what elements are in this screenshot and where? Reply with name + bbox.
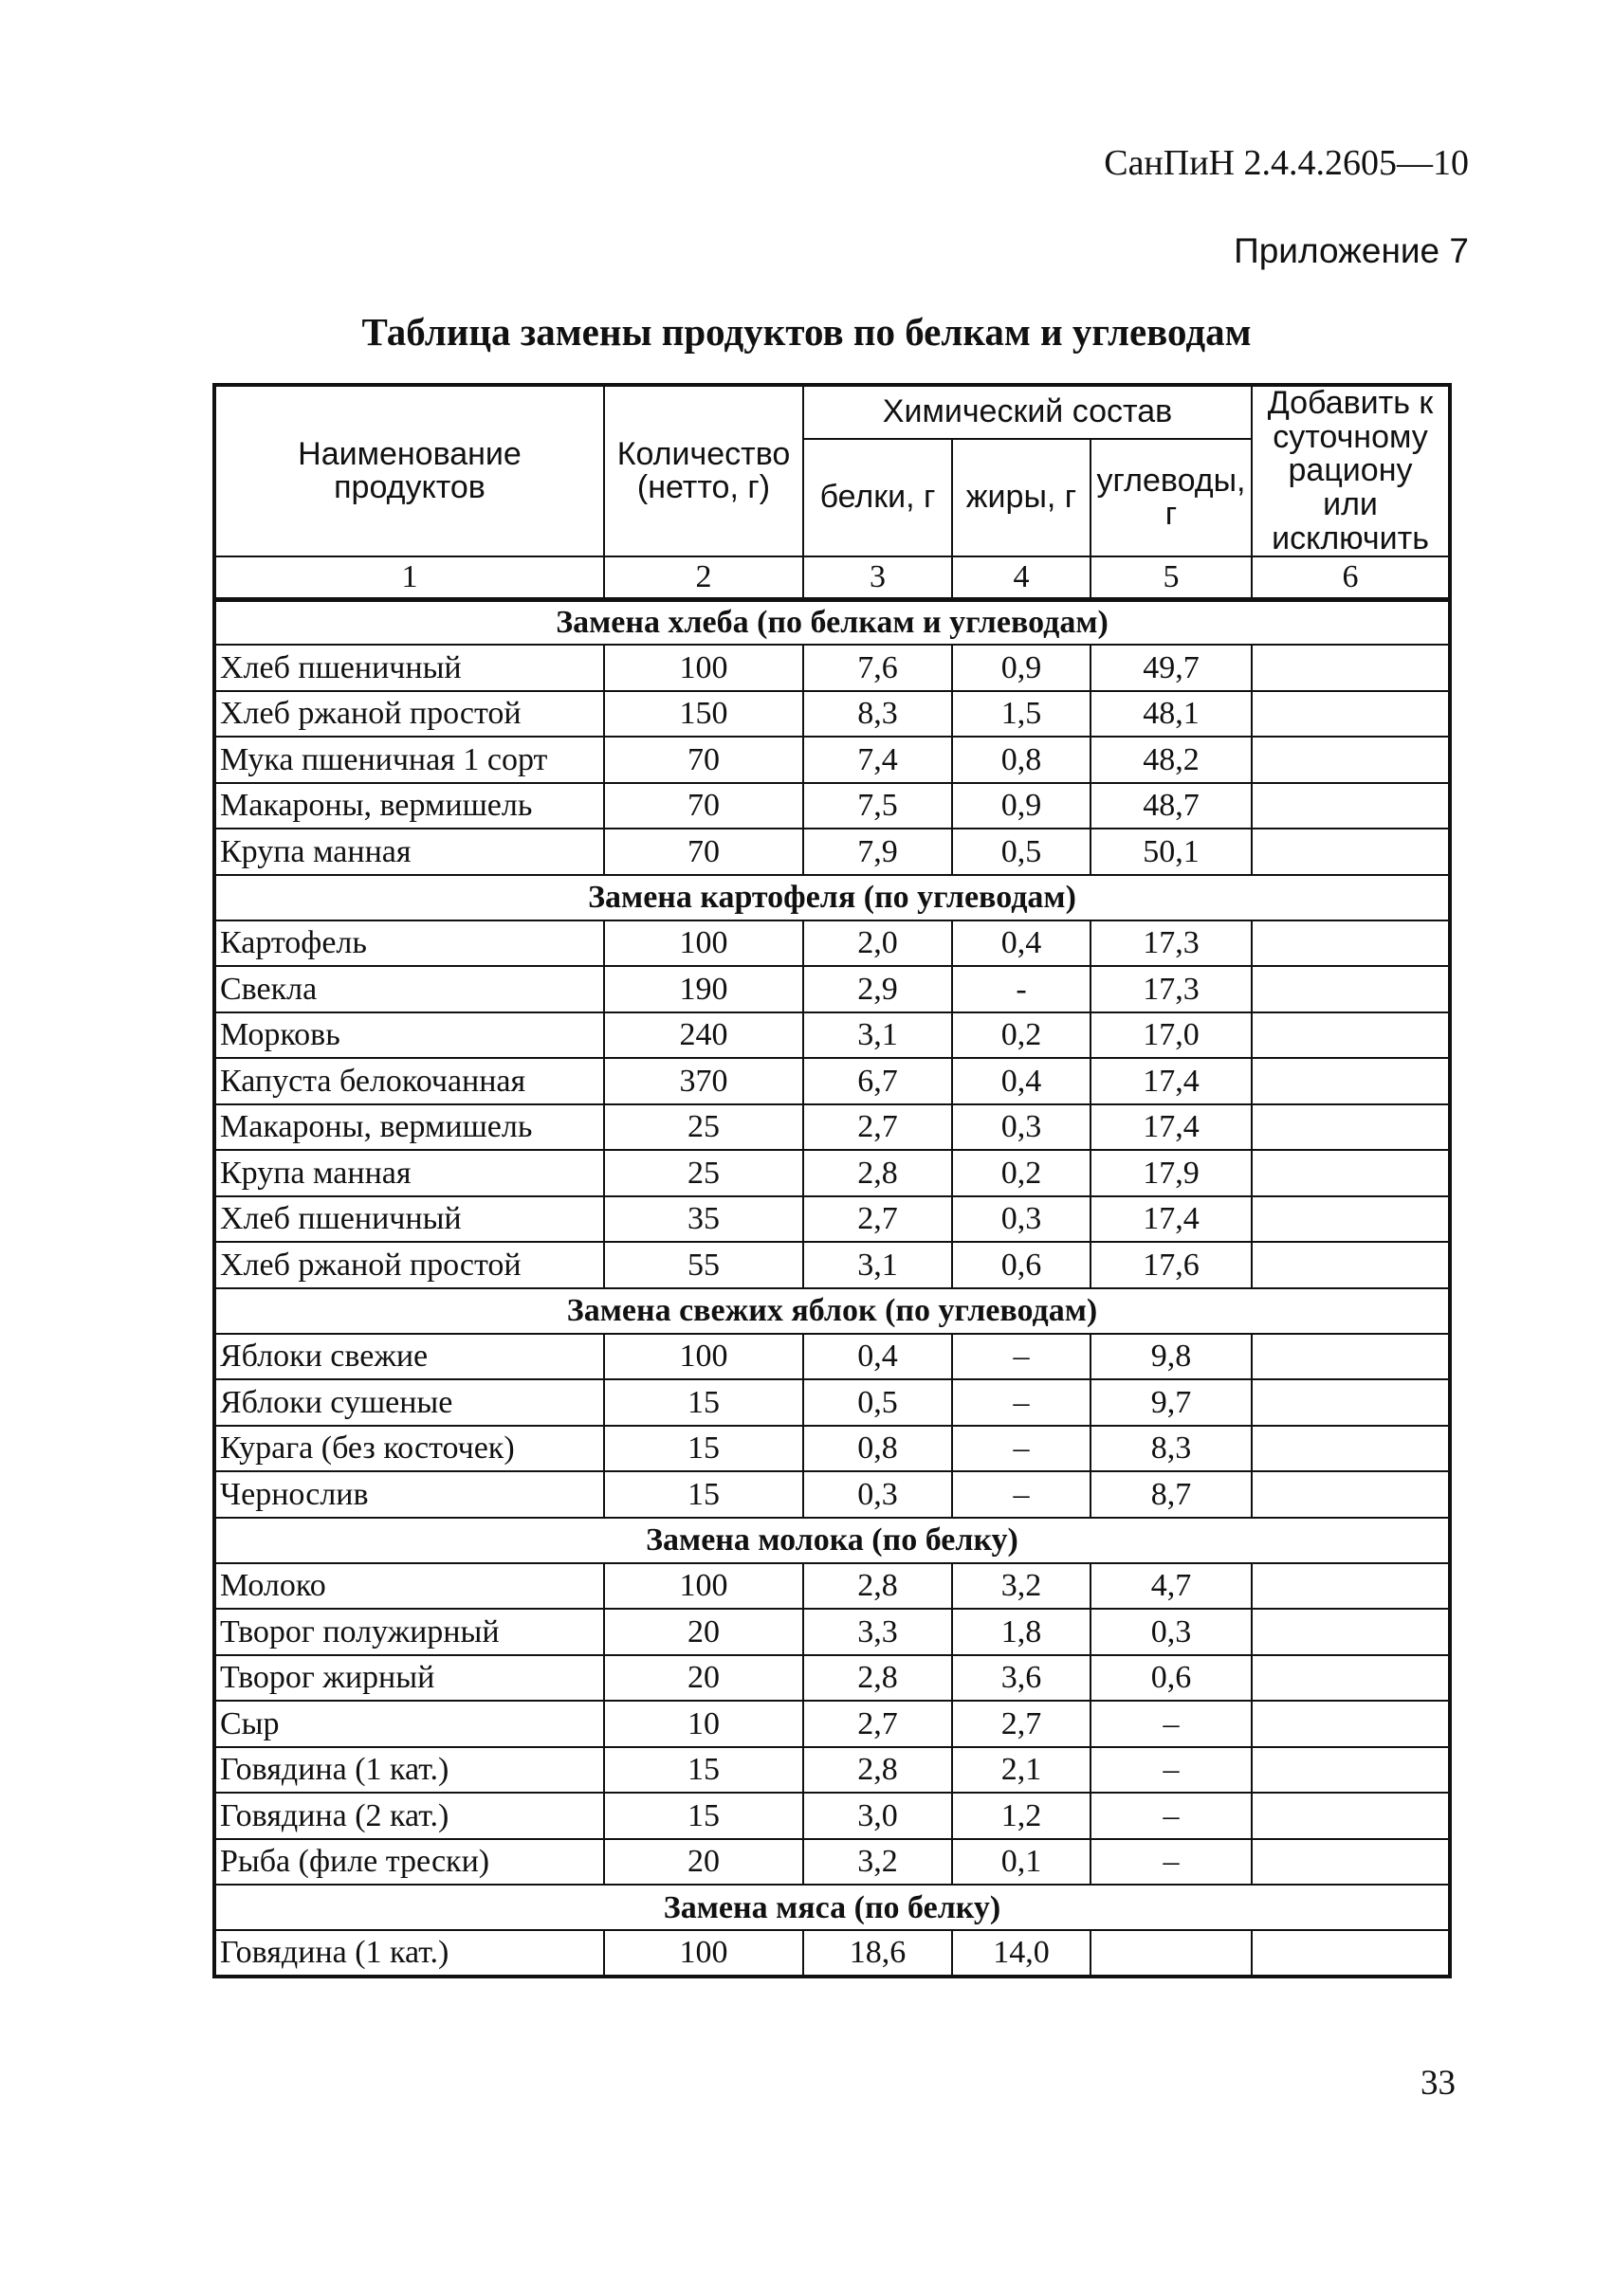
fat-cell: 2,1 <box>952 1747 1091 1794</box>
carbs-cell: 48,1 <box>1091 691 1252 738</box>
section-header-row <box>214 1518 1450 1563</box>
carbs-cell: 0,6 <box>1091 1655 1252 1702</box>
protein-cell: 7,9 <box>803 829 952 875</box>
add-exclude-cell <box>1252 1655 1450 1702</box>
carbs-cell: 9,8 <box>1091 1334 1252 1380</box>
header-row <box>214 385 1450 439</box>
fat-cell: 0,9 <box>952 783 1091 829</box>
table-row <box>214 966 1450 1012</box>
fat-cell: 0,5 <box>952 829 1091 875</box>
section-header-row <box>214 1288 1450 1334</box>
table-row <box>214 1334 1450 1380</box>
quantity-cell: 15 <box>604 1426 803 1472</box>
quantity-cell: 100 <box>604 1930 803 1977</box>
quantity-cell: 240 <box>604 1012 803 1059</box>
add-exclude-cell <box>1252 1426 1450 1472</box>
protein-cell: 0,4 <box>803 1334 952 1380</box>
table-row <box>214 1242 1450 1288</box>
fat-cell: - <box>952 966 1091 1012</box>
table-row <box>214 1701 1450 1747</box>
add-exclude-cell <box>1252 1563 1450 1610</box>
product-name: Крупа манная <box>214 1150 604 1196</box>
fat-cell: 1,5 <box>952 691 1091 738</box>
product-name: Мука пшеничная 1 сорт <box>214 737 604 783</box>
protein-cell: 6,7 <box>803 1058 952 1104</box>
column-number: 3 <box>803 556 952 599</box>
quantity-cell: 100 <box>604 645 803 691</box>
protein-cell: 7,5 <box>803 783 952 829</box>
add-exclude-cell <box>1252 920 1450 967</box>
table-row <box>214 829 1450 875</box>
add-exclude-cell <box>1252 1747 1450 1794</box>
product-name: Говядина (2 кат.) <box>214 1793 604 1839</box>
carbs-cell: 48,7 <box>1091 783 1252 829</box>
fat-cell: – <box>952 1334 1091 1380</box>
fat-cell: – <box>952 1379 1091 1426</box>
protein-cell: 3,2 <box>803 1839 952 1886</box>
section-header-row <box>214 1885 1450 1930</box>
section-title: Замена хлеба (по белкам и углеводам) <box>214 599 1450 645</box>
protein-cell: 7,6 <box>803 645 952 691</box>
quantity-cell: 190 <box>604 966 803 1012</box>
product-name: Курага (без косточек) <box>214 1426 604 1472</box>
carbs-cell: 17,9 <box>1091 1150 1252 1196</box>
product-name: Сыр <box>214 1701 604 1747</box>
table-row <box>214 737 1450 783</box>
quantity-cell: 100 <box>604 1334 803 1380</box>
carbs-cell: 17,4 <box>1091 1104 1252 1151</box>
table-row <box>214 1471 1450 1518</box>
fat-cell: – <box>952 1471 1091 1518</box>
quantity-cell: 15 <box>604 1793 803 1839</box>
carbs-cell: – <box>1091 1701 1252 1747</box>
product-name: Крупа манная <box>214 829 604 875</box>
add-exclude-cell <box>1252 1471 1450 1518</box>
add-exclude-cell <box>1252 1058 1450 1104</box>
quantity-cell: 25 <box>604 1104 803 1151</box>
quantity-cell: 55 <box>604 1242 803 1288</box>
carbs-cell: 0,3 <box>1091 1609 1252 1655</box>
table-row <box>214 645 1450 691</box>
protein-cell: 2,8 <box>803 1747 952 1794</box>
table-row <box>214 1150 1450 1196</box>
document-code: СанПиН 2.4.4.2605—10 <box>1104 143 1469 183</box>
table-row <box>214 1012 1450 1059</box>
substitution-table <box>212 383 1452 1978</box>
protein-cell: 2,0 <box>803 920 952 967</box>
section-title: Замена мяса (по белку) <box>214 1885 1450 1930</box>
product-name: Хлеб пшеничный <box>214 1196 604 1243</box>
section-title: Замена картофеля (по углеводам) <box>214 875 1450 920</box>
col-header-carbs: углеводы, г <box>1091 439 1252 556</box>
fat-cell: 1,2 <box>952 1793 1091 1839</box>
quantity-cell: 70 <box>604 829 803 875</box>
fat-cell: 0,3 <box>952 1104 1091 1151</box>
protein-cell: 18,6 <box>803 1930 952 1977</box>
product-name: Творог жирный <box>214 1655 604 1702</box>
fat-cell: 0,9 <box>952 645 1091 691</box>
table-row <box>214 1196 1450 1243</box>
add-exclude-cell <box>1252 645 1450 691</box>
add-exclude-cell <box>1252 1012 1450 1059</box>
table-row <box>214 1930 1450 1977</box>
carbs-cell: 17,0 <box>1091 1012 1252 1059</box>
column-number: 4 <box>952 556 1091 599</box>
col-header-fat: жиры, г <box>952 439 1091 556</box>
fat-cell: 0,2 <box>952 1012 1091 1059</box>
fat-cell: 0,4 <box>952 920 1091 967</box>
add-exclude-cell <box>1252 1839 1450 1886</box>
quantity-cell: 70 <box>604 783 803 829</box>
column-number: 2 <box>604 556 803 599</box>
carbs-cell: 9,7 <box>1091 1379 1252 1426</box>
fat-cell: – <box>952 1426 1091 1472</box>
add-exclude-cell <box>1252 1242 1450 1288</box>
product-name: Чернослив <box>214 1471 604 1518</box>
table-row <box>214 1609 1450 1655</box>
col-header-protein: белки, г <box>803 439 952 556</box>
quantity-cell: 15 <box>604 1471 803 1518</box>
product-name: Хлеб пшеничный <box>214 645 604 691</box>
fat-cell: 0,2 <box>952 1150 1091 1196</box>
protein-cell: 2,7 <box>803 1104 952 1151</box>
add-exclude-cell <box>1252 966 1450 1012</box>
carbs-cell: – <box>1091 1793 1252 1839</box>
fat-cell: 0,6 <box>952 1242 1091 1288</box>
add-exclude-cell <box>1252 1793 1450 1839</box>
product-name: Яблоки свежие <box>214 1334 604 1380</box>
fat-cell: 0,3 <box>952 1196 1091 1243</box>
carbs-cell: 50,1 <box>1091 829 1252 875</box>
carbs-cell: 8,7 <box>1091 1471 1252 1518</box>
carbs-cell: 17,3 <box>1091 920 1252 967</box>
section-title: Замена молока (по белку) <box>214 1518 1450 1563</box>
fat-cell: 3,2 <box>952 1563 1091 1610</box>
quantity-cell: 25 <box>604 1150 803 1196</box>
product-name: Свекла <box>214 966 604 1012</box>
product-name: Капуста белокочанная <box>214 1058 604 1104</box>
column-number: 6 <box>1252 556 1450 599</box>
protein-cell: 3,3 <box>803 1609 952 1655</box>
fat-cell: 14,0 <box>952 1930 1091 1977</box>
protein-cell: 0,8 <box>803 1426 952 1472</box>
carbs-cell: – <box>1091 1747 1252 1794</box>
add-exclude-cell <box>1252 737 1450 783</box>
table-row <box>214 1655 1450 1702</box>
table-title: Таблица замены продуктов по белкам и углеводам <box>361 310 1252 354</box>
fat-cell: 0,8 <box>952 737 1091 783</box>
quantity-cell: 370 <box>604 1058 803 1104</box>
carbs-cell: 8,3 <box>1091 1426 1252 1472</box>
carbs-cell: 4,7 <box>1091 1563 1252 1610</box>
add-exclude-cell <box>1252 691 1450 738</box>
carbs-cell: 17,4 <box>1091 1058 1252 1104</box>
add-exclude-cell <box>1252 1104 1450 1151</box>
product-name: Морковь <box>214 1012 604 1059</box>
product-name: Говядина (1 кат.) <box>214 1930 604 1977</box>
product-name: Макароны, вермишель <box>214 783 604 829</box>
col-header-name: Наименование продуктов <box>214 385 604 556</box>
protein-cell: 0,3 <box>803 1471 952 1518</box>
table-row <box>214 1839 1450 1886</box>
section-title: Замена свежих яблок (по углеводам) <box>214 1288 1450 1334</box>
add-exclude-cell <box>1252 1609 1450 1655</box>
table-row <box>214 1747 1450 1794</box>
add-exclude-cell <box>1252 1379 1450 1426</box>
column-number: 5 <box>1091 556 1252 599</box>
carbs-cell: 17,3 <box>1091 966 1252 1012</box>
quantity-cell: 150 <box>604 691 803 738</box>
fat-cell: 2,7 <box>952 1701 1091 1747</box>
quantity-cell: 20 <box>604 1609 803 1655</box>
quantity-cell: 15 <box>604 1747 803 1794</box>
product-name: Рыба (филе трески) <box>214 1839 604 1886</box>
table-row <box>214 783 1450 829</box>
col-header-quantity: Количество (нетто, г) <box>604 385 803 556</box>
fat-cell: 0,4 <box>952 1058 1091 1104</box>
product-name: Хлеб ржаной простой <box>214 691 604 738</box>
protein-cell: 2,8 <box>803 1563 952 1610</box>
carbs-cell: 17,4 <box>1091 1196 1252 1243</box>
quantity-cell: 100 <box>604 1563 803 1610</box>
add-exclude-cell <box>1252 829 1450 875</box>
protein-cell: 2,8 <box>803 1150 952 1196</box>
product-name: Картофель <box>214 920 604 967</box>
protein-cell: 2,9 <box>803 966 952 1012</box>
quantity-cell: 15 <box>604 1379 803 1426</box>
protein-cell: 0,5 <box>803 1379 952 1426</box>
quantity-cell: 100 <box>604 920 803 967</box>
protein-cell: 3,0 <box>803 1793 952 1839</box>
quantity-cell: 70 <box>604 737 803 783</box>
product-name: Говядина (1 кат.) <box>214 1747 604 1794</box>
quantity-cell: 10 <box>604 1701 803 1747</box>
add-exclude-cell <box>1252 1150 1450 1196</box>
product-name: Яблоки сушеные <box>214 1379 604 1426</box>
col-header-chemical-composition: Химический состав <box>803 385 1252 439</box>
column-number: 1 <box>214 556 604 599</box>
fat-cell: 0,1 <box>952 1839 1091 1886</box>
product-name: Молоко <box>214 1563 604 1610</box>
fat-cell: 1,8 <box>952 1609 1091 1655</box>
table-row <box>214 1104 1450 1151</box>
col-header-add-or-exclude: Добавить к суточному рациону или исключить <box>1252 385 1450 556</box>
product-name: Творог полужирный <box>214 1609 604 1655</box>
table-row <box>214 1426 1450 1472</box>
protein-cell: 3,1 <box>803 1012 952 1059</box>
protein-cell: 8,3 <box>803 691 952 738</box>
carbs-cell: 48,2 <box>1091 737 1252 783</box>
table-row <box>214 691 1450 738</box>
add-exclude-cell <box>1252 1334 1450 1380</box>
page-number: 33 <box>1421 2064 1456 2103</box>
fat-cell: 3,6 <box>952 1655 1091 1702</box>
section-header-row <box>214 599 1450 645</box>
table-row <box>214 1563 1450 1610</box>
carbs-cell: – <box>1091 1839 1252 1886</box>
table-row <box>214 1379 1450 1426</box>
quantity-cell: 35 <box>604 1196 803 1243</box>
add-exclude-cell <box>1252 1196 1450 1243</box>
table-row <box>214 920 1450 967</box>
add-exclude-cell <box>1252 1930 1450 1977</box>
protein-cell: 2,8 <box>803 1655 952 1702</box>
protein-cell: 7,4 <box>803 737 952 783</box>
add-exclude-cell <box>1252 1701 1450 1747</box>
section-header-row <box>214 875 1450 920</box>
table-row <box>214 1793 1450 1839</box>
column-number-row <box>214 556 1450 599</box>
carbs-cell: 17,6 <box>1091 1242 1252 1288</box>
protein-cell: 2,7 <box>803 1701 952 1747</box>
protein-cell: 3,1 <box>803 1242 952 1288</box>
carbs-cell: 49,7 <box>1091 645 1252 691</box>
quantity-cell: 20 <box>604 1655 803 1702</box>
add-exclude-cell <box>1252 783 1450 829</box>
product-name: Хлеб ржаной простой <box>214 1242 604 1288</box>
appendix-label: Приложение 7 <box>1234 231 1469 270</box>
table-row <box>214 1058 1450 1104</box>
carbs-cell <box>1091 1930 1252 1977</box>
protein-cell: 2,7 <box>803 1196 952 1243</box>
product-name: Макароны, вермишель <box>214 1104 604 1151</box>
quantity-cell: 20 <box>604 1839 803 1886</box>
